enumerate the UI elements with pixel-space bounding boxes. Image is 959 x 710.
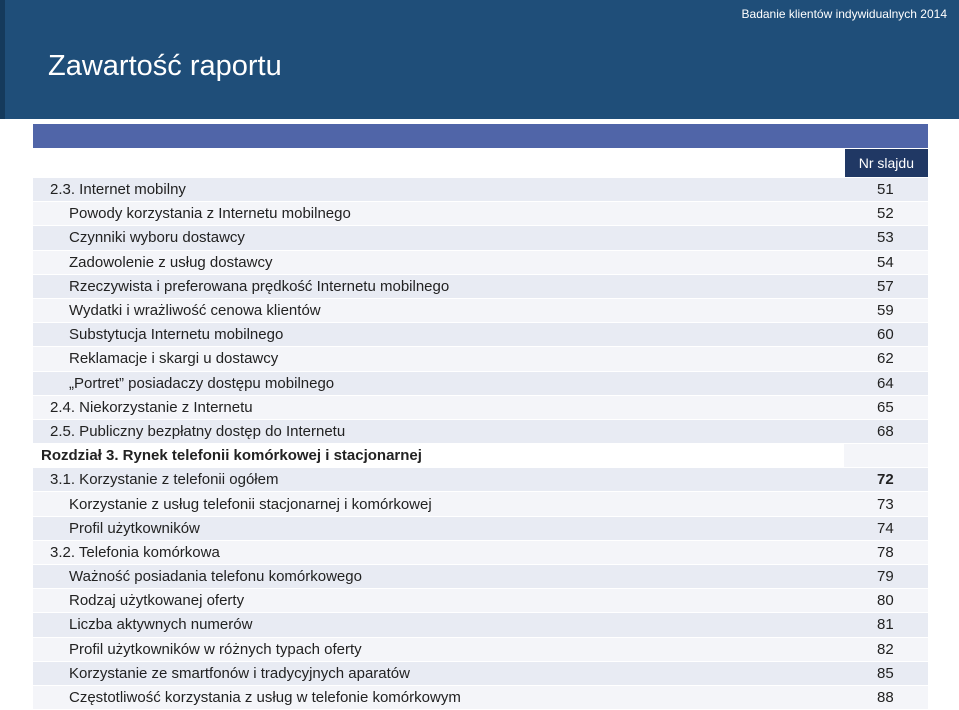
section-row[interactable] xyxy=(33,419,928,443)
toc-entry-label: Reklamacje i skargi u dostawcy xyxy=(33,347,843,371)
toc-entry-label: Korzystanie z usług telefonii stacjonarnej i komórkowej xyxy=(33,492,843,516)
toc-entry-label: Powody korzystania z Internetu mobilnego xyxy=(33,202,843,226)
subsection-row[interactable] xyxy=(33,250,928,274)
header-spacer xyxy=(33,149,843,178)
toc-entry-slide-number: 80 xyxy=(843,589,928,613)
section-row[interactable] xyxy=(33,395,928,419)
toc-entry-slide-number: 85 xyxy=(843,661,928,685)
toc-entry-label: Zadowolenie z usług dostawcy xyxy=(33,250,843,274)
toc-entry-slide-number: 78 xyxy=(843,540,928,564)
title-bar xyxy=(0,0,959,119)
toc-entry-slide-number: 57 xyxy=(843,274,928,298)
toc-entry-slide-number: 62 xyxy=(843,347,928,371)
subsection-row[interactable] xyxy=(33,613,928,637)
toc-entry-label: 2.5. Publiczny bezpłatny dostęp do Internetu xyxy=(33,419,843,443)
toc-entry-slide-number: 52 xyxy=(843,202,928,226)
toc-entry-slide-number: 60 xyxy=(843,323,928,347)
slide-number-header: Nr slajdu xyxy=(843,149,928,178)
toc-entry-label: 2.4. Niekorzystanie z Internetu xyxy=(33,395,843,419)
toc-entry-slide-number: 51 xyxy=(843,178,928,202)
toc-entry-label: Wydatki i wrażliwość cenowa klientów xyxy=(33,298,843,322)
toc-entry-slide-number: 54 xyxy=(843,250,928,274)
subsection-row[interactable] xyxy=(33,226,928,250)
toc-entry-slide-number: 79 xyxy=(843,565,928,589)
toc-entry-slide-number: 88 xyxy=(843,685,928,709)
toc-entry-label: Częstotliwość korzystania z usług w telefonie komórkowym xyxy=(33,685,843,709)
toc-entry-label: Liczba aktywnych numerów xyxy=(33,613,843,637)
subsection-row[interactable] xyxy=(33,565,928,589)
title-bar-stripe xyxy=(0,0,5,119)
chapter-row[interactable] xyxy=(33,444,928,468)
toc-entry-slide-number: 72 xyxy=(843,468,928,492)
toc-entry-label: Rodzaj użytkowanej oferty xyxy=(33,589,843,613)
subsection-row[interactable] xyxy=(33,589,928,613)
toc-entry-label: Profil użytkowników w różnych typach oferty xyxy=(33,637,843,661)
subsection-row[interactable] xyxy=(33,371,928,395)
subsection-row[interactable] xyxy=(33,274,928,298)
table-band xyxy=(33,124,928,149)
section-row[interactable] xyxy=(33,468,928,492)
subsection-row[interactable] xyxy=(33,202,928,226)
toc-entry-slide-number: 82 xyxy=(843,637,928,661)
subsection-row[interactable] xyxy=(33,685,928,709)
subsection-row[interactable] xyxy=(33,347,928,371)
subsection-row[interactable] xyxy=(33,637,928,661)
toc-entry-label: Czynniki wyboru dostawcy xyxy=(33,226,843,250)
toc-entry-label: Substytucja Internetu mobilnego xyxy=(33,323,843,347)
subsection-row[interactable] xyxy=(33,661,928,685)
toc-entry-slide-number: 59 xyxy=(843,298,928,322)
toc-entry-label: Ważność posiadania telefonu komórkowego xyxy=(33,565,843,589)
page-title: Zawartość raportu xyxy=(48,50,282,82)
toc-entry-label: 2.3. Internet mobilny xyxy=(33,178,843,202)
report-subtitle: Badanie klientów indywidualnych 2014 xyxy=(741,7,947,21)
toc-entry-label: 3.2. Telefonia komórkowa xyxy=(33,540,843,564)
toc-entry-label: Rzeczywista i preferowana prędkość Internetu mobilnego xyxy=(33,274,843,298)
section-row[interactable] xyxy=(33,540,928,564)
subsection-row[interactable] xyxy=(33,516,928,540)
section-row[interactable] xyxy=(33,178,928,202)
subsection-row[interactable] xyxy=(33,298,928,322)
toc-entry-slide-number: 73 xyxy=(843,492,928,516)
toc-entry-slide-number: 74 xyxy=(843,516,928,540)
toc-entry-slide-number: 68 xyxy=(843,419,928,443)
toc-entry-label: 3.1. Korzystanie z telefonii ogółem xyxy=(33,468,843,492)
toc-entry-slide-number xyxy=(843,444,928,468)
toc-entry-slide-number: 53 xyxy=(843,226,928,250)
toc-entry-label: Profil użytkowników xyxy=(33,516,843,540)
toc-entry-label: Korzystanie ze smartfonów i tradycyjnych aparatów xyxy=(33,661,843,685)
toc-entry-slide-number: 65 xyxy=(843,395,928,419)
subsection-row[interactable] xyxy=(33,492,928,516)
subsection-row[interactable] xyxy=(33,323,928,347)
table-header-row xyxy=(33,149,928,178)
toc-entry-label: „Portret” posiadaczy dostępu mobilnego xyxy=(33,371,843,395)
toc-entry-label: Rozdział 3. Rynek telefonii komórkowej i stacjonarnej xyxy=(33,444,843,468)
table-of-contents xyxy=(33,124,928,710)
toc-entry-slide-number: 81 xyxy=(843,613,928,637)
toc-entry-slide-number: 64 xyxy=(843,371,928,395)
